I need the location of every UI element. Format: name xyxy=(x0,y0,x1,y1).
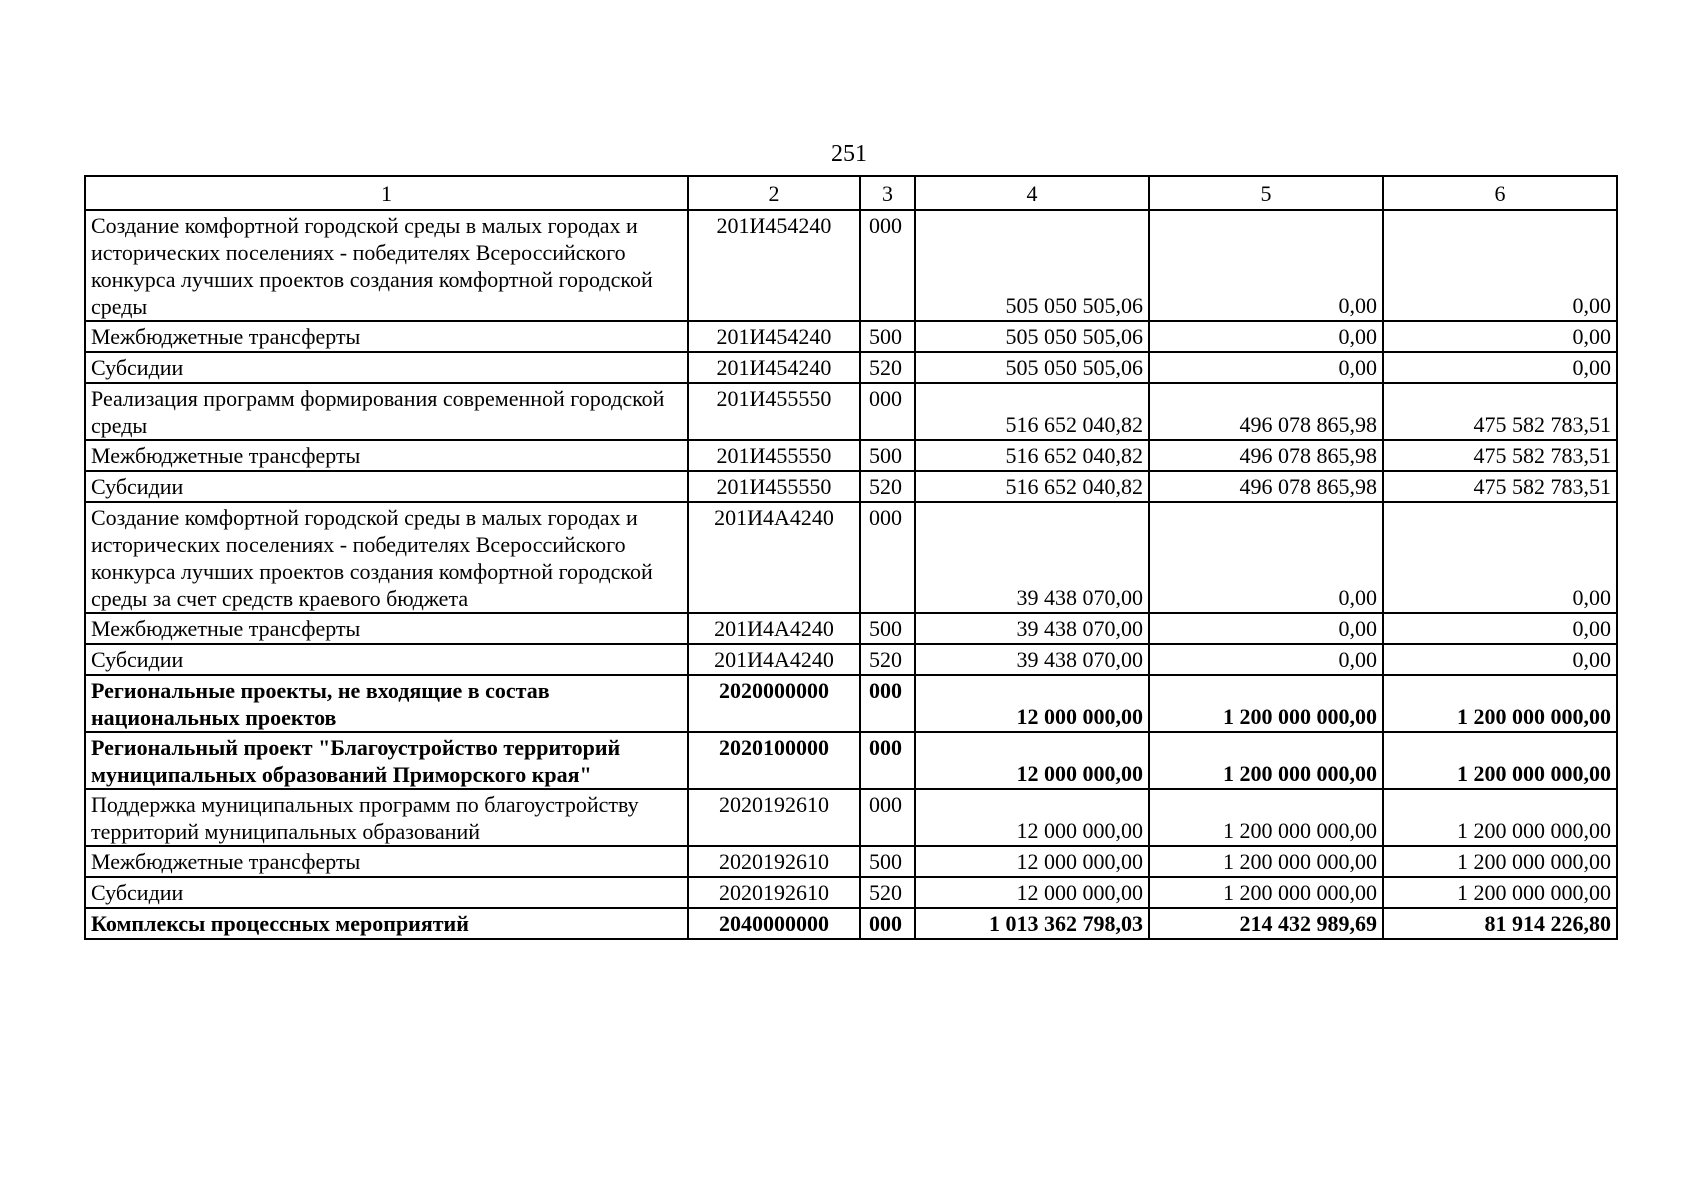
budget-table xyxy=(84,175,1618,940)
row-name: Реализация программ формирования современной городской среды xyxy=(85,383,688,440)
row-value-col5: 1 200 000 000,00 xyxy=(1149,877,1383,908)
row-value-col5: 496 078 865,98 xyxy=(1149,383,1383,440)
row-value-col4: 39 438 070,00 xyxy=(915,644,1149,675)
row-value-col5: 0,00 xyxy=(1149,352,1383,383)
row-value-col4: 516 652 040,82 xyxy=(915,471,1149,502)
row-name: Межбюджетные трансферты xyxy=(85,321,688,352)
row-name: Создание комфортной городской среды в малых городах и исторических поселениях - победителях Всероссийского конкурса лучших проектов создания комфортной городской среды за счет средств краевого бюджета xyxy=(85,502,688,613)
table-row xyxy=(85,789,1617,846)
row-name: Межбюджетные трансферты xyxy=(85,846,688,877)
row-value-col5: 496 078 865,98 xyxy=(1149,440,1383,471)
row-name: Субсидии xyxy=(85,877,688,908)
row-value-col6: 0,00 xyxy=(1383,613,1617,644)
row-value-col5: 0,00 xyxy=(1149,644,1383,675)
row-value-col6: 475 582 783,51 xyxy=(1383,383,1617,440)
row-value-col4: 1 013 362 798,03 xyxy=(915,908,1149,939)
row-value-col4: 39 438 070,00 xyxy=(915,613,1149,644)
table-row xyxy=(85,644,1617,675)
row-expense-type: 500 xyxy=(860,846,915,877)
row-name: Субсидии xyxy=(85,471,688,502)
row-value-col6: 475 582 783,51 xyxy=(1383,471,1617,502)
table-row xyxy=(85,210,1617,321)
row-value-col5: 0,00 xyxy=(1149,502,1383,613)
row-expense-type: 000 xyxy=(860,383,915,440)
header-cell-6: 6 xyxy=(1383,176,1617,210)
row-code: 201И4А4240 xyxy=(688,613,860,644)
row-name: Поддержка муниципальных программ по благоустройству территорий муниципальных образований xyxy=(85,789,688,846)
table-row xyxy=(85,502,1617,613)
row-name: Субсидии xyxy=(85,644,688,675)
row-code: 2020192610 xyxy=(688,877,860,908)
header-cell-1: 1 xyxy=(85,176,688,210)
row-expense-type: 520 xyxy=(860,644,915,675)
row-code: 201И454240 xyxy=(688,352,860,383)
row-value-col6: 0,00 xyxy=(1383,210,1617,321)
row-value-col4: 12 000 000,00 xyxy=(915,846,1149,877)
row-name: Региональный проект "Благоустройство территорий муниципальных образований Приморского края" xyxy=(85,732,688,789)
row-value-col6: 0,00 xyxy=(1383,644,1617,675)
table-row xyxy=(85,352,1617,383)
row-value-col6: 1 200 000 000,00 xyxy=(1383,877,1617,908)
row-code: 2020192610 xyxy=(688,846,860,877)
row-code: 201И454240 xyxy=(688,321,860,352)
row-code: 201И4А4240 xyxy=(688,502,860,613)
row-value-col5: 1 200 000 000,00 xyxy=(1149,732,1383,789)
row-value-col4: 12 000 000,00 xyxy=(915,877,1149,908)
table-row xyxy=(85,383,1617,440)
row-value-col4: 12 000 000,00 xyxy=(915,732,1149,789)
row-expense-type: 500 xyxy=(860,613,915,644)
table-row xyxy=(85,675,1617,732)
table-body xyxy=(85,176,1617,939)
row-value-col5: 1 200 000 000,00 xyxy=(1149,789,1383,846)
table-row xyxy=(85,732,1617,789)
row-name: Создание комфортной городской среды в малых городах и исторических поселениях - победителях Всероссийского конкурса лучших проектов создания комфортной городской среды xyxy=(85,210,688,321)
row-name: Комплексы процессных мероприятий xyxy=(85,908,688,939)
row-value-col5: 1 200 000 000,00 xyxy=(1149,675,1383,732)
table-row xyxy=(85,321,1617,352)
row-value-col6: 475 582 783,51 xyxy=(1383,440,1617,471)
row-value-col4: 516 652 040,82 xyxy=(915,383,1149,440)
row-value-col6: 1 200 000 000,00 xyxy=(1383,789,1617,846)
row-code: 2020000000 xyxy=(688,675,860,732)
row-expense-type: 520 xyxy=(860,877,915,908)
row-code: 201И455550 xyxy=(688,383,860,440)
row-code: 201И454240 xyxy=(688,210,860,321)
row-expense-type: 500 xyxy=(860,321,915,352)
row-value-col4: 505 050 505,06 xyxy=(915,210,1149,321)
row-value-col4: 505 050 505,06 xyxy=(915,321,1149,352)
row-value-col6: 1 200 000 000,00 xyxy=(1383,732,1617,789)
table-row xyxy=(85,440,1617,471)
row-code: 2020192610 xyxy=(688,789,860,846)
row-name: Субсидии xyxy=(85,352,688,383)
row-value-col5: 0,00 xyxy=(1149,613,1383,644)
header-cell-3: 3 xyxy=(860,176,915,210)
row-value-col4: 505 050 505,06 xyxy=(915,352,1149,383)
table-row xyxy=(85,877,1617,908)
row-expense-type: 000 xyxy=(860,908,915,939)
row-value-col4: 39 438 070,00 xyxy=(915,502,1149,613)
row-value-col5: 0,00 xyxy=(1149,321,1383,352)
row-value-col4: 516 652 040,82 xyxy=(915,440,1149,471)
row-code: 201И455550 xyxy=(688,471,860,502)
table-row xyxy=(85,846,1617,877)
row-name: Межбюджетные трансферты xyxy=(85,440,688,471)
row-expense-type: 000 xyxy=(860,732,915,789)
row-value-col5: 1 200 000 000,00 xyxy=(1149,846,1383,877)
row-code: 201И455550 xyxy=(688,440,860,471)
row-value-col6: 0,00 xyxy=(1383,502,1617,613)
table-row xyxy=(85,908,1617,939)
row-value-col6: 81 914 226,80 xyxy=(1383,908,1617,939)
row-value-col5: 214 432 989,69 xyxy=(1149,908,1383,939)
row-code: 2040000000 xyxy=(688,908,860,939)
row-expense-type: 520 xyxy=(860,352,915,383)
row-value-col5: 496 078 865,98 xyxy=(1149,471,1383,502)
row-expense-type: 500 xyxy=(860,440,915,471)
row-expense-type: 000 xyxy=(860,675,915,732)
row-value-col6: 1 200 000 000,00 xyxy=(1383,675,1617,732)
row-name: Региональные проекты, не входящие в состав национальных проектов xyxy=(85,675,688,732)
table-row xyxy=(85,613,1617,644)
row-value-col6: 0,00 xyxy=(1383,321,1617,352)
header-cell-2: 2 xyxy=(688,176,860,210)
header-cell-4: 4 xyxy=(915,176,1149,210)
row-value-col6: 0,00 xyxy=(1383,352,1617,383)
table-row xyxy=(85,471,1617,502)
row-value-col4: 12 000 000,00 xyxy=(915,789,1149,846)
page-number: 251 xyxy=(831,141,867,167)
row-value-col6: 1 200 000 000,00 xyxy=(1383,846,1617,877)
row-expense-type: 520 xyxy=(860,471,915,502)
row-value-col5: 0,00 xyxy=(1149,210,1383,321)
row-name: Межбюджетные трансферты xyxy=(85,613,688,644)
header-row xyxy=(85,176,1617,210)
row-expense-type: 000 xyxy=(860,789,915,846)
row-expense-type: 000 xyxy=(860,502,915,613)
row-expense-type: 000 xyxy=(860,210,915,321)
row-code: 201И4А4240 xyxy=(688,644,860,675)
row-value-col4: 12 000 000,00 xyxy=(915,675,1149,732)
header-cell-5: 5 xyxy=(1149,176,1383,210)
row-code: 2020100000 xyxy=(688,732,860,789)
